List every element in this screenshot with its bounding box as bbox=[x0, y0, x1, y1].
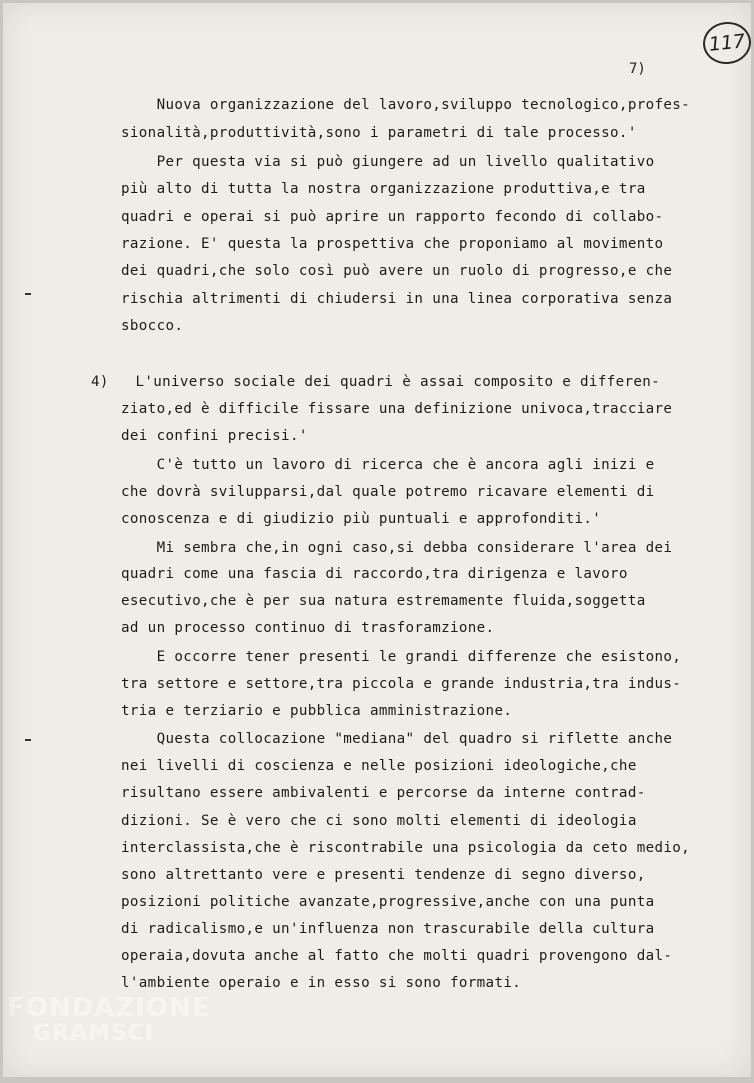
text-line: risultano essere ambivalenti e percorse da interne contrad- bbox=[121, 785, 646, 801]
text-line: razione. E' questa la prospettiva che proponiamo al movimento bbox=[121, 236, 664, 252]
text-line: Nuova organizzazione del lavoro,sviluppo tecnologico,profes- bbox=[121, 97, 691, 113]
text-line: posizioni politiche avanzate,progressive,anche con una punta bbox=[121, 894, 655, 910]
text-line: esecutivo,che è per sua natura estremamente fluida,soggetta bbox=[121, 593, 646, 609]
text-line: quadri e operai si può aprire un rapporto fecondo di collabo- bbox=[121, 209, 664, 225]
text-line: E occorre tener presenti le grandi differenze che esistono, bbox=[121, 649, 682, 665]
text-line: Questa collocazione "mediana" del quadro si riflette anche bbox=[121, 731, 673, 747]
text-line: ad un processo continuo di trasforamzione. bbox=[121, 620, 495, 636]
document-page bbox=[3, 3, 751, 1077]
text-line: dei confini precisi.' bbox=[121, 428, 308, 444]
archive-stamp: 117 bbox=[701, 20, 751, 67]
text-line: Mi sembra che,in ogni caso,si debba considerare l'area dei bbox=[121, 540, 673, 556]
text-line: 4) L'universo sociale dei quadri è assai composito e differen- bbox=[91, 374, 661, 390]
margin-mark bbox=[25, 293, 31, 295]
text-line: tria e terziario e pubblica amministrazione. bbox=[121, 703, 513, 719]
text-line: dei quadri,che solo così può avere un ruolo di progresso,e che bbox=[121, 263, 673, 279]
text-line: nei livelli di coscienza e nelle posizioni ideologiche,che bbox=[121, 758, 637, 774]
text-line: ziato,ed è difficile fissare una definizione univoca,tracciare bbox=[121, 401, 673, 417]
text-line: tra settore e settore,tra piccola e grande industria,tra indus- bbox=[121, 676, 682, 692]
margin-mark bbox=[25, 739, 31, 741]
text-line: sono altrettanto vere e presenti tendenze di segno diverso, bbox=[121, 867, 646, 883]
text-line: l'ambiente operaio e in esso si sono formati. bbox=[121, 975, 522, 991]
archive-watermark: FONDAZIONE GRAMSCI bbox=[7, 993, 211, 1047]
text-line: di radicalismo,e un'influenza non trascurabile della cultura bbox=[121, 921, 655, 937]
text-line: operaia,dovuta anche al fatto che molti quadri provengono dal- bbox=[121, 948, 673, 964]
text-line: conoscenza e di giudizio più puntuali e approfonditi.' bbox=[121, 511, 602, 527]
text-line: interclassista,che è riscontrabile una psicologia da ceto medio, bbox=[121, 840, 691, 856]
text-line: sbocco. bbox=[121, 318, 184, 334]
text-line: Per questa via si può giungere ad un livello qualitativo bbox=[121, 154, 655, 170]
text-line: C'è tutto un lavoro di ricerca che è ancora agli inizi e bbox=[121, 457, 655, 473]
page-number: 7) bbox=[629, 61, 646, 77]
text-line: dizioni. Se è vero che ci sono molti elementi di ideologia bbox=[121, 813, 637, 829]
text-line: sionalità,produttività,sono i parametri di tale processo.' bbox=[121, 125, 637, 141]
text-line: quadri come una fascia di raccordo,tra dirigenza e lavoro bbox=[121, 566, 628, 582]
text-line: che dovrà svilupparsi,dal quale potremo ricavare elementi di bbox=[121, 484, 655, 500]
text-line: più alto di tutta la nostra organizzazione produttiva,e tra bbox=[121, 181, 646, 197]
text-line: rischia altrimenti di chiudersi in una linea corporativa senza bbox=[121, 291, 673, 307]
